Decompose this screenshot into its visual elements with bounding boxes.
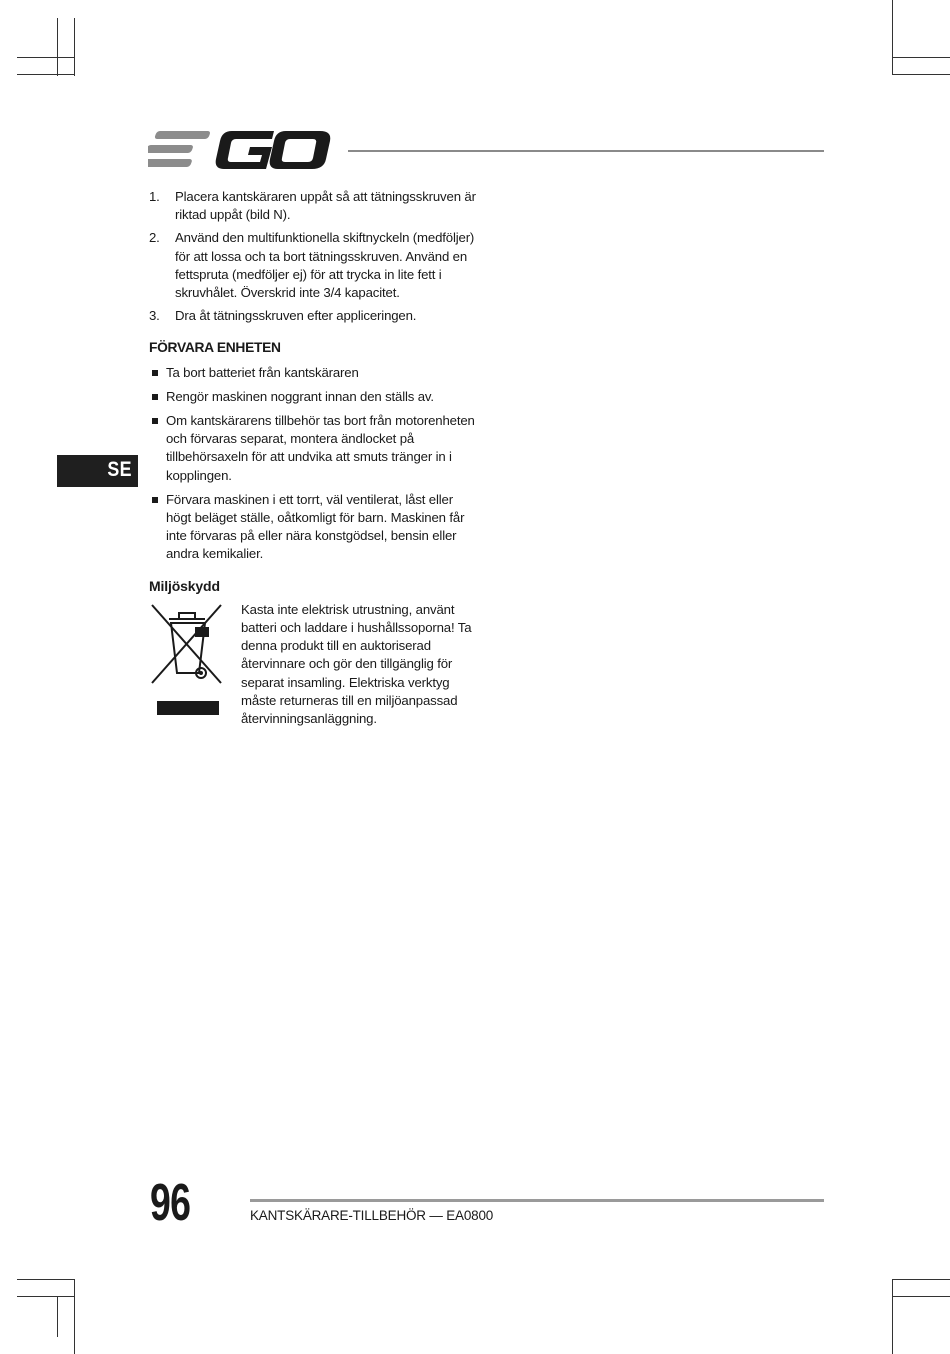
crop-mark — [17, 1279, 75, 1280]
step-text: Använd den multifunktionella skiftnyckeln (medföljer) för att lossa och ta bort tätningsskruven. Använd en fettspruta (medföljer ej) för att trycka in lite fett i skruvhålet. Överskrid inte 3/4 kapacitet. — [175, 230, 475, 301]
section-heading-environment: Miljöskydd — [149, 577, 220, 594]
step-text: Placera kantskäraren uppåt så att tätningsskruven är riktad uppåt (bild N). — [175, 189, 476, 223]
environment-text: Kasta inte elektrisk utrustning, använt batteri och laddare i hushållssoporna! Ta denna produkt till en auktoriserad återvinnare och gör den tillgänglig för separat insamling. Elektriska verktyg måste returneras till en miljöanpassad återvinningsanläggning. — [241, 601, 472, 727]
crop-mark — [17, 74, 75, 75]
page-number: 96 — [150, 1174, 191, 1232]
bullet-text: Förvara maskinen i ett torrt, väl ventilerat, låst eller högt beläget ställe, oåtkomligt för barn. Maskinen får inte förvaras på eller nära konstgödsel, bensin eller andra kemikalier. — [166, 491, 465, 562]
language-tab — [57, 455, 138, 487]
step-number: 2. — [149, 230, 160, 246]
bullet-text: Om kantskärarens tillbehör tas bort från motorenheten och förvaras separat, montera ändlocket på tillbehörsaxeln för att undvika att smuts tränger in i kopplingen. — [166, 413, 475, 483]
list-item — [149, 364, 479, 382]
crop-mark — [74, 1279, 75, 1354]
step-number: 1. — [149, 189, 160, 204]
crop-mark — [892, 1296, 950, 1297]
language-code: SE — [107, 458, 132, 481]
weee-crossed-bin-icon — [149, 601, 224, 716]
ego-logo — [148, 128, 332, 172]
environment-block — [149, 601, 479, 728]
list-item — [149, 491, 479, 564]
main-content — [149, 188, 479, 728]
crop-mark — [17, 57, 75, 58]
crop-mark — [57, 18, 58, 76]
crop-mark — [57, 1297, 58, 1337]
header-rule — [348, 150, 824, 152]
list-item — [149, 388, 479, 406]
bullet-square-icon — [152, 497, 158, 503]
bullet-square-icon — [152, 370, 158, 376]
crop-mark — [74, 18, 75, 76]
section-heading-storage: FÖRVARA ENHETEN — [149, 340, 281, 356]
list-item — [149, 188, 479, 224]
crop-mark — [892, 57, 950, 58]
step-number: 3. — [149, 308, 160, 324]
step-text: Dra åt tätningsskruven efter appliceringen. — [175, 308, 417, 324]
storage-list — [149, 364, 479, 564]
crop-mark — [17, 1296, 75, 1297]
crop-mark — [892, 74, 950, 75]
crop-mark — [892, 0, 893, 75]
step-list — [149, 188, 479, 325]
footer-title: KANTSKÄRARE-TILLBEHÖR — EA0800 — [250, 1208, 494, 1223]
list-item — [149, 412, 479, 485]
bullet-square-icon — [152, 394, 158, 400]
bullet-square-icon — [152, 418, 158, 424]
footer-rule — [250, 1199, 824, 1202]
crop-mark — [892, 1279, 893, 1354]
list-item — [149, 229, 479, 302]
bullet-text: Ta bort batteriet från kantskäraren — [166, 364, 359, 380]
list-item — [149, 307, 479, 325]
crop-mark — [892, 1279, 950, 1280]
bullet-text: Rengör maskinen noggrant innan den ställs av. — [166, 388, 434, 404]
